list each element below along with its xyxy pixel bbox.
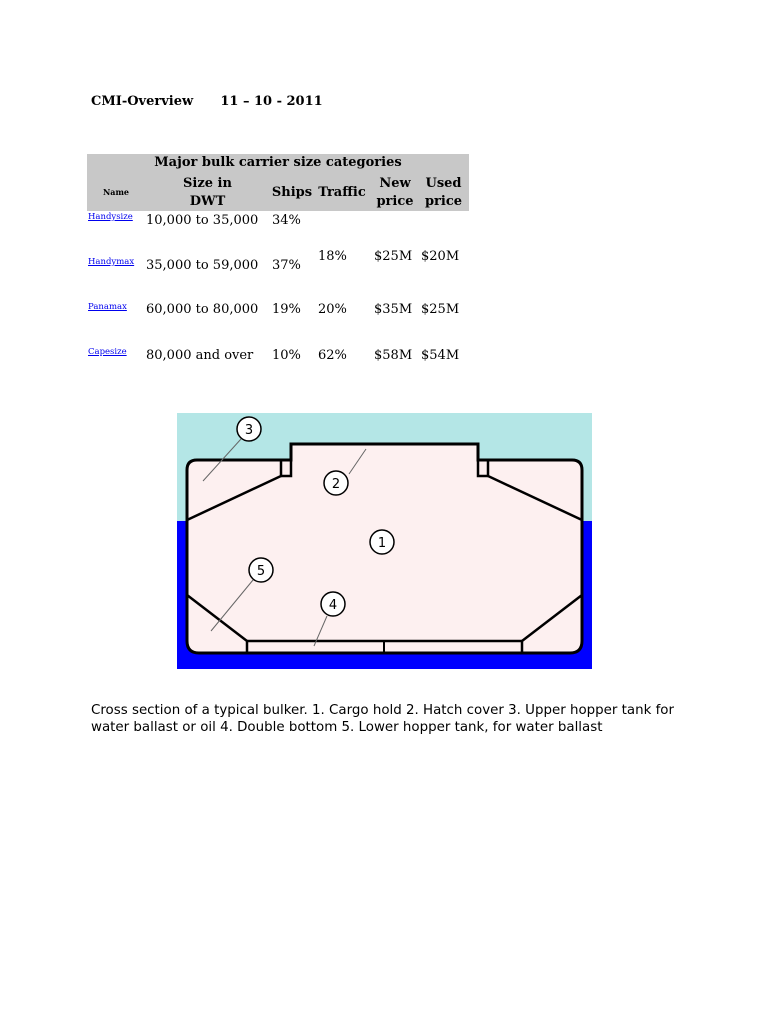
document-title: CMI-Overview 11 – 10 - 2011: [91, 94, 323, 109]
cell-new-price: $58M: [374, 348, 413, 363]
callout-4: [321, 592, 345, 616]
svg-text:5: 5: [256, 564, 266, 579]
header-used-line1: Used: [425, 176, 462, 191]
cell-new-price: $35M: [374, 302, 413, 317]
link-handymax[interactable]: Handymax: [88, 257, 135, 267]
link-capesize[interactable]: Capesize: [88, 347, 127, 357]
cell-ships: 10%: [272, 348, 301, 363]
cell-used-price: $54M: [421, 348, 460, 363]
cell-ships: 37%: [272, 258, 301, 273]
header-traffic: Traffic: [318, 185, 366, 200]
figure-caption: Cross section of a typical bulker. 1. Cargo hold 2. Hatch cover 3. Upper hopper tank for water ballast or oil 4. Double bottom 5. Lower hopper tank, for water ballast: [91, 703, 675, 735]
cell-traffic: 62%: [318, 348, 347, 363]
callout-1: [370, 530, 394, 554]
svg-text:3: 3: [244, 423, 254, 438]
cell-size: 80,000 and over: [146, 348, 254, 363]
header-name: Name: [102, 187, 130, 197]
cell-ships: 34%: [272, 213, 301, 228]
callout-3: [237, 417, 261, 441]
cell-traffic-merged: 18%: [318, 249, 347, 264]
svg-text:1: 1: [377, 536, 387, 551]
cell-traffic: 20%: [318, 302, 347, 317]
svg-text:4: 4: [328, 598, 338, 613]
header-size-line1: Size in: [183, 176, 232, 191]
table-caption: Major bulk carrier size categories: [154, 155, 402, 170]
cell-size: 10,000 to 35,000: [146, 213, 259, 228]
svg-text:2: 2: [331, 477, 341, 492]
header-new-line1: New: [379, 176, 411, 191]
bulker-cross-section-diagram: [177, 413, 592, 669]
cell-size: 35,000 to 59,000: [146, 258, 259, 273]
cell-used-price-merged: $20M: [421, 249, 460, 264]
cell-size: 60,000 to 80,000: [146, 302, 259, 317]
cell-used-price: $25M: [421, 302, 460, 317]
link-panamax[interactable]: Panamax: [88, 302, 127, 312]
callout-2: [324, 471, 348, 495]
header-new-line2: price: [376, 194, 414, 209]
header-used-line2: price: [424, 194, 463, 209]
cell-new-price-merged: $25M: [374, 249, 413, 264]
header-ships: Ships: [271, 185, 313, 200]
callout-5: [249, 558, 273, 582]
header-size-line2: DWT: [189, 194, 226, 209]
link-handysize[interactable]: Handysize: [88, 212, 133, 222]
cell-ships: 19%: [272, 302, 301, 317]
